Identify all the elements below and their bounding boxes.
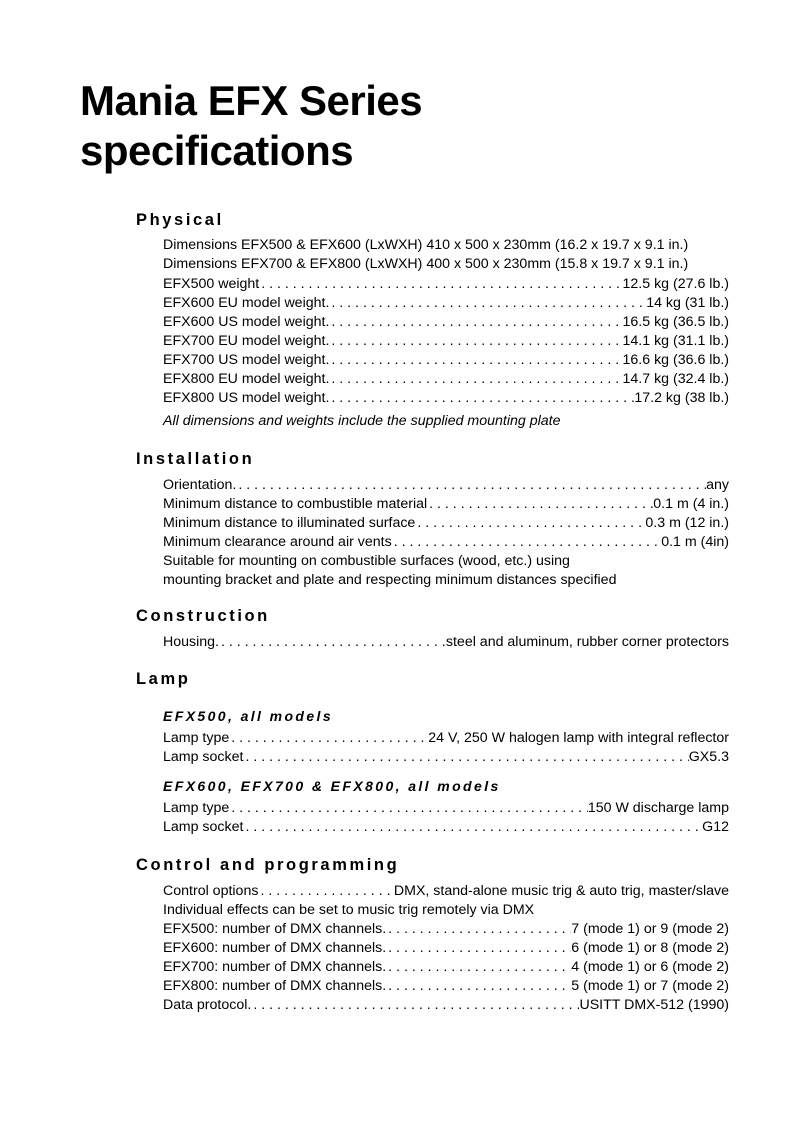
spec-row [163, 275, 729, 294]
spec-row [163, 389, 729, 408]
section-heading-installation: Installation [136, 450, 255, 468]
spec-label: EFX500 weight [163, 276, 260, 292]
subheading-efx500: EFX500, all models [163, 708, 334, 724]
spec-label: Control options [163, 883, 259, 899]
spec-row [163, 294, 729, 313]
spec-value: 16.6 kg (36.6 lb.) [622, 352, 729, 368]
spec-row [163, 313, 729, 332]
spec-row [163, 958, 729, 977]
spec-value: 0.3 m (12 in.) [645, 515, 729, 531]
spec-row [163, 939, 729, 958]
dot-leader [329, 332, 622, 351]
spec-row [163, 495, 729, 514]
spec-row [163, 818, 729, 837]
spec-value: 150 W discharge lamp [587, 800, 729, 816]
spec-row [163, 920, 729, 939]
dot-leader [329, 370, 622, 389]
spec-label: Lamp type [163, 730, 230, 746]
dot-leader [229, 729, 428, 748]
spec-row [163, 476, 729, 495]
spec-line: Suitable for mounting on combustible surfaces (wood, etc.) using [163, 553, 570, 569]
spec-label: EFX700 US model weight. [163, 352, 330, 368]
dot-leader [386, 958, 571, 977]
dot-leader [258, 882, 393, 901]
title-line-1: Mania EFX Series [80, 77, 423, 124]
spec-value: 5 (mode 1) or 7 (mode 2) [571, 978, 729, 994]
page-title [80, 76, 422, 176]
spec-label: Data protocol. [163, 997, 252, 1013]
dot-leader [392, 533, 662, 552]
spec-row [163, 533, 729, 552]
spec-value: 17.2 kg (38 lb.) [634, 390, 729, 406]
dot-leader [219, 633, 446, 652]
section-heading-construction: Construction [136, 607, 270, 625]
spec-value: 14 kg (31 lb.) [646, 295, 729, 311]
subheading-efx600-800: EFX600, EFX700 & EFX800, all models [163, 778, 501, 794]
spec-value: 7 (mode 1) or 9 (mode 2) [571, 921, 729, 937]
spec-value: steel and aluminum, rubber corner protectors [445, 634, 729, 650]
spec-label: EFX500: number of DMX channels. [163, 921, 387, 937]
spec-value: 14.1 kg (31.1 lb.) [622, 333, 729, 349]
dot-leader [386, 977, 571, 996]
dot-leader [329, 313, 622, 332]
spec-label: EFX600: number of DMX channels. [163, 940, 387, 956]
section-heading-control: Control and programming [136, 856, 400, 874]
spec-value: 0.1 m (4in) [661, 534, 729, 550]
spec-line: mounting bracket and plate and respecting minimum distances specified [163, 572, 617, 588]
spec-line: Dimensions EFX500 & EFX600 (LxWXH) 410 x 500 x 230mm (16.2 x 19.7 x 9.1 in.) [163, 237, 689, 253]
dot-leader [259, 275, 622, 294]
spec-row [163, 370, 729, 389]
spec-value: 0.1 m (4 in.) [653, 496, 729, 512]
spec-label: Minimum clearance around air vents [163, 534, 392, 550]
spec-row [163, 996, 729, 1015]
spec-row [163, 799, 729, 818]
spec-row [163, 351, 729, 370]
spec-row [163, 332, 729, 351]
dot-leader [386, 920, 571, 939]
spec-label: Orientation. [163, 477, 237, 493]
dot-leader [415, 514, 645, 533]
spec-value: 14.7 kg (32.4 lb.) [622, 371, 729, 387]
section-heading-lamp: Lamp [136, 670, 191, 688]
spec-label: EFX800: number of DMX channels. [163, 978, 387, 994]
spec-label: Minimum distance to combustible material [163, 496, 428, 512]
spec-row [163, 882, 729, 901]
spec-value: any [706, 477, 729, 493]
spec-line: Dimensions EFX700 & EFX800 (LxWXH) 400 x 500 x 230mm (15.8 x 19.7 x 9.1 in.) [163, 256, 689, 272]
dot-leader [386, 939, 571, 958]
dot-leader [329, 389, 634, 408]
dot-leader [229, 799, 588, 818]
spec-row [163, 514, 729, 533]
dot-leader [329, 351, 622, 370]
spec-row [163, 977, 729, 996]
spec-label: Minimum distance to illuminated surface [163, 515, 416, 531]
spec-label: EFX800 US model weight. [163, 390, 330, 406]
spec-label: EFX600 US model weight. [163, 314, 330, 330]
spec-value: GX5.3 [688, 749, 729, 765]
spec-label: Lamp socket [163, 749, 244, 765]
dot-leader [243, 818, 702, 837]
spec-label: EFX700 EU model weight. [163, 333, 330, 349]
spec-value: DMX, stand-alone music trig & auto trig, master/slave [393, 883, 729, 899]
spec-row [163, 729, 729, 748]
spec-line: Individual effects can be set to music trig remotely via DMX [163, 902, 535, 918]
section-heading-physical: Physical [136, 211, 224, 229]
spec-label: EFX700: number of DMX channels. [163, 959, 387, 975]
dot-leader [329, 294, 646, 313]
spec-value: 24 V, 250 W halogen lamp with integral reflector [428, 730, 729, 746]
spec-value: 12.5 kg (27.6 lb.) [622, 276, 729, 292]
spec-value: 16.5 kg (36.5 lb.) [622, 314, 729, 330]
spec-value: G12 [702, 819, 729, 835]
dot-leader [236, 476, 706, 495]
spec-label: Lamp type [163, 800, 230, 816]
spec-label: EFX800 EU model weight. [163, 371, 330, 387]
dot-leader [243, 748, 688, 767]
spec-row [163, 633, 729, 652]
spec-label: Lamp socket [163, 819, 244, 835]
title-line-2: specifications [80, 127, 354, 174]
spec-label: Housing. [163, 634, 219, 650]
spec-label: EFX600 EU model weight. [163, 295, 330, 311]
spec-row [163, 748, 729, 767]
dot-leader [251, 996, 579, 1015]
dot-leader [427, 495, 653, 514]
spec-value: 6 (mode 1) or 8 (mode 2) [571, 940, 729, 956]
spec-value: 4 (mode 1) or 6 (mode 2) [571, 959, 729, 975]
spec-note: All dimensions and weights include the supplied mounting plate [163, 413, 561, 429]
spec-value: USITT DMX-512 (1990) [579, 997, 729, 1013]
